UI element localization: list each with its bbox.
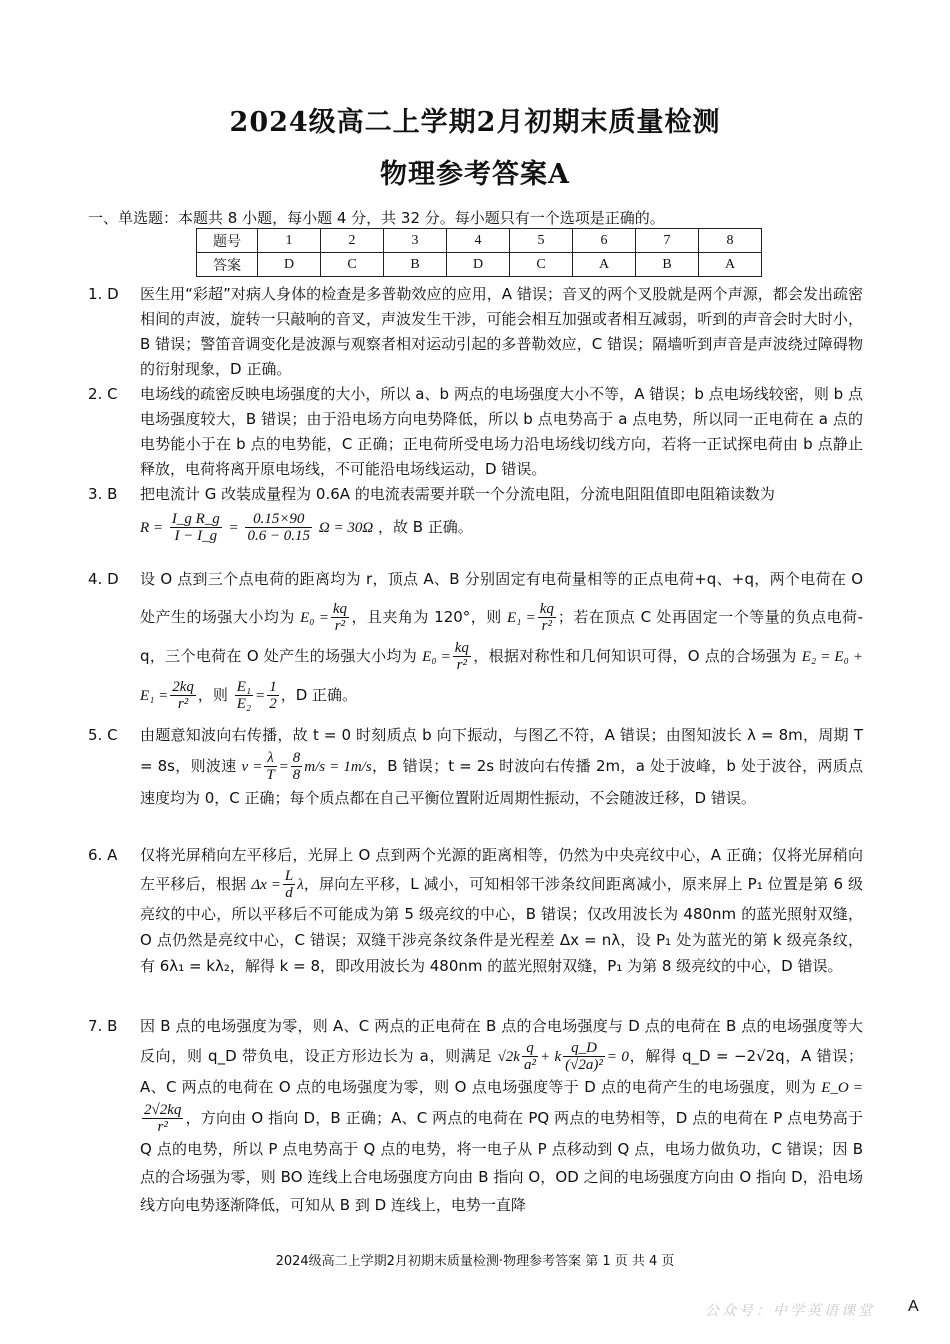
page-footer: 2024级高二上学期2月初期末质量检测·物理参考答案 第 1 页 共 4 页 xyxy=(275,1254,675,1269)
answer-cell: A xyxy=(699,253,762,277)
row-header: 题号 xyxy=(197,229,258,253)
answer-cell: B xyxy=(384,253,447,277)
corner-mark: A xyxy=(908,1298,919,1315)
question-number: 6 xyxy=(573,229,636,253)
question-4: 4. D 设 O 点到三个点电荷的距离均为 r，顶点 A、B 分别固定有电荷量相等的正点电荷+q、+q，两个电荷在 O 处产生的场强大小均为 E₀ = $\frac{kq}{\text{r²}}$ ，且夹角为 120°，则 E₁ = $\frac{kq}{\text{r²}}$ ；若在顶点 C 处再固定一个等量的负点电荷-q，三个电荷在 O 处产生的场强大小均为 E₀ = $\frac{kq}{\text{r²}}$ ，根据对称性和几何知识可得，O 点的合场强为 E₂ = E₀ + E₁ = $\frac{2kq}{\text{r²}}$ ，则 $\frac{\text{E₁}}{\text{E₂}}$ = $\frac{1}{2}$ ，D 正确。 xyxy=(88,560,863,715)
question-number-label: 7. B xyxy=(88,1017,118,1035)
answer-cell: B xyxy=(636,253,699,277)
page-title: 2024级高二上学期2月初期末质量检测 xyxy=(229,107,721,138)
question-7: 7. B 因 B 点的电场强度为零，则 A、C 两点的正电荷在 B 点的合电场强度与 D 点的电荷在 B 点的电场强度等大反向，则 q_D 带负电，设正方形边长为 a，则满足 √2k $\frac{q}{\text{a²}}$ + k $\frac{q\_D}{\text{(√2a)²}}$ = 0，解得 q_D = −2√2q，A 错误；A、C 两点的电荷在 O 点的电场强度为零，则 O 点电场强度等于 D 点的电荷产生的电场强度，则为 E_O = $\frac{2√2kq}{\text{r²}}$ ，方向由 O 指向 D，B 正确；A、C 两点的电荷在 PQ 两点的电势相等，D 点的电荷在 P 点电势高于 Q 点的电势，所以 P 点电势高于 Q 点的电势，将一电子从 P 点移动到 Q 点，电场力做负功，C 错误；因 B 点的合场强为零，则 BO 连线上合电场强度方向由 B 指向 O，OD 之间的电场强度方向由 O 指向 D，沿电场线方向电势逐渐降低，可知从 B 到 D 连线上，电势一直降 xyxy=(88,1012,863,1219)
question-number-label: 3. B xyxy=(88,485,118,503)
answer-cell: D xyxy=(258,253,321,277)
table-row xyxy=(197,253,762,277)
question-number: 1 xyxy=(258,229,321,253)
question-number-label: 1. D xyxy=(88,285,119,303)
question-number-label: 4. D xyxy=(88,570,119,588)
answer-cell: C xyxy=(510,253,573,277)
page-subtitle: 物理参考答案A xyxy=(380,159,570,190)
question-number-label: 2. C xyxy=(88,385,118,403)
question-explanation: 医生用“彩超”对病人身体的检查是多普勒效应的应用，A 错误；音叉的两个叉股就是两个声源，都会发出疏密相间的声波，旋转一只敲响的音叉，声波发生干涉，可能会相互加强或者相互减弱，听到的声音会时大时小，B 错误；警笛音调变化是波源与观察者相对运动引起的多普勒效应，C 错误；隔墙听到声音是声波绕过障碍物的衍射现象，D 正确。 xyxy=(140,285,863,378)
answer-table xyxy=(196,228,762,277)
question-number: 5 xyxy=(510,229,573,253)
question-2 xyxy=(88,382,863,482)
answer-cell: D xyxy=(447,253,510,277)
formula-resistance: R = $\frac{\text{I\_g R\_g}}{I - I\_g}$ = $\frac{0.15\times 90}{0.6 - 0.15}$ Ω = 30Ω xyxy=(140,511,374,544)
watermark: 公众号：中学英语课堂 xyxy=(705,1303,875,1319)
row-header: 答案 xyxy=(197,253,258,277)
question-explanation: 把电流计 G 改装成量程为 0.6A 的电流表需要并联一个分流电阻，分流电阻阻值即电阻箱读数为 xyxy=(140,485,775,503)
question-5: 5. C 由题意知波向右传播，故 t = 0 时刻质点 b 向下振动，与图乙不符，A 错误；由图知波长 λ = 8m，周期 T = 8s，则波速 v = $\frac{\lambda}{T}$ = $\frac{8}{8}$ m/s = 1m/s，B 错误；t = 2s 时波向右传播 2m，a 处于波峰，b 处于波谷，两质点速度均为 0，C 正确；每个质点都在自己平衡位置附近周期性振动，不会随波迁移，D 错误。 xyxy=(88,720,863,813)
question-6: 6. A 仅将光屏稍向左平移后，光屏上 O 点到两个光源的距离相等，仍然为中央亮纹中心，A 正确；仅将光屏稍向左平移后，根据 Δx = $\frac{L}{d}$ λ，屏向左平移，L 减小，可知相邻干涉条纹间距离减小，原来屏上 P₁ 位置是第 6 级亮纹的中心，所以平移后不可能成为第 5 级亮纹的中心，B 错误；仅改用波长为 480nm 的蓝光照射双缝，O 点仍然是亮纹中心，C 错误；双缝干涉亮条纹条件是光程差 Δx = nλ，设 P₁ 处为蓝光的第 k 级亮条纹，有 6λ₁ = kλ₂，解得 k = 8，即改用波长为 480nm 的蓝光照射双缝，P₁ 为第 8 级亮纹的中心，D 错误。 xyxy=(88,842,863,979)
question-number: 4 xyxy=(447,229,510,253)
section-heading: 一、单选题：本题共 8 小题，每小题 4 分，共 32 分。每小题只有一个选项是正确的。 xyxy=(88,209,665,227)
question-explanation: 电场线的疏密反映电场强度的大小，所以 a、b 两点的电场强度大小不等，A 错误；b 点电场线较密，则 b 点电场强度较大，B 错误；由于沿电场方向电势降低，所以 b 点电势高于 a 点电势，所以同一正电荷在 a 点的电势能小于在 b 点的电势能，C 正确；正电荷所受电场力沿电场线切线方向，若将一正试探电荷由 b 点静止释放，电荷将离开原电场线，不可能沿电场线运动，D 错误。 xyxy=(140,385,863,478)
question-number: 2 xyxy=(321,229,384,253)
answer-cell: A xyxy=(573,253,636,277)
question-number: 3 xyxy=(384,229,447,253)
question-1 xyxy=(88,282,863,382)
question-number: 8 xyxy=(699,229,762,253)
answer-cell: C xyxy=(321,253,384,277)
question-number-label: 6. A xyxy=(88,846,118,864)
table-row xyxy=(197,229,762,253)
question-number-label: 5. C xyxy=(88,726,118,744)
question-3: 3. B 把电流计 G 改装成量程为 0.6A 的电流表需要并联一个分流电阻，分流电阻阻值即电阻箱读数为 R = $\frac{\text{I\_g R\_g}}{I - I\_g}$ = $\frac{0.15\times 90}{0.6 - 0.15}$ Ω = 30Ω ，故 B 正确。 xyxy=(88,482,863,548)
question-number: 7 xyxy=(636,229,699,253)
